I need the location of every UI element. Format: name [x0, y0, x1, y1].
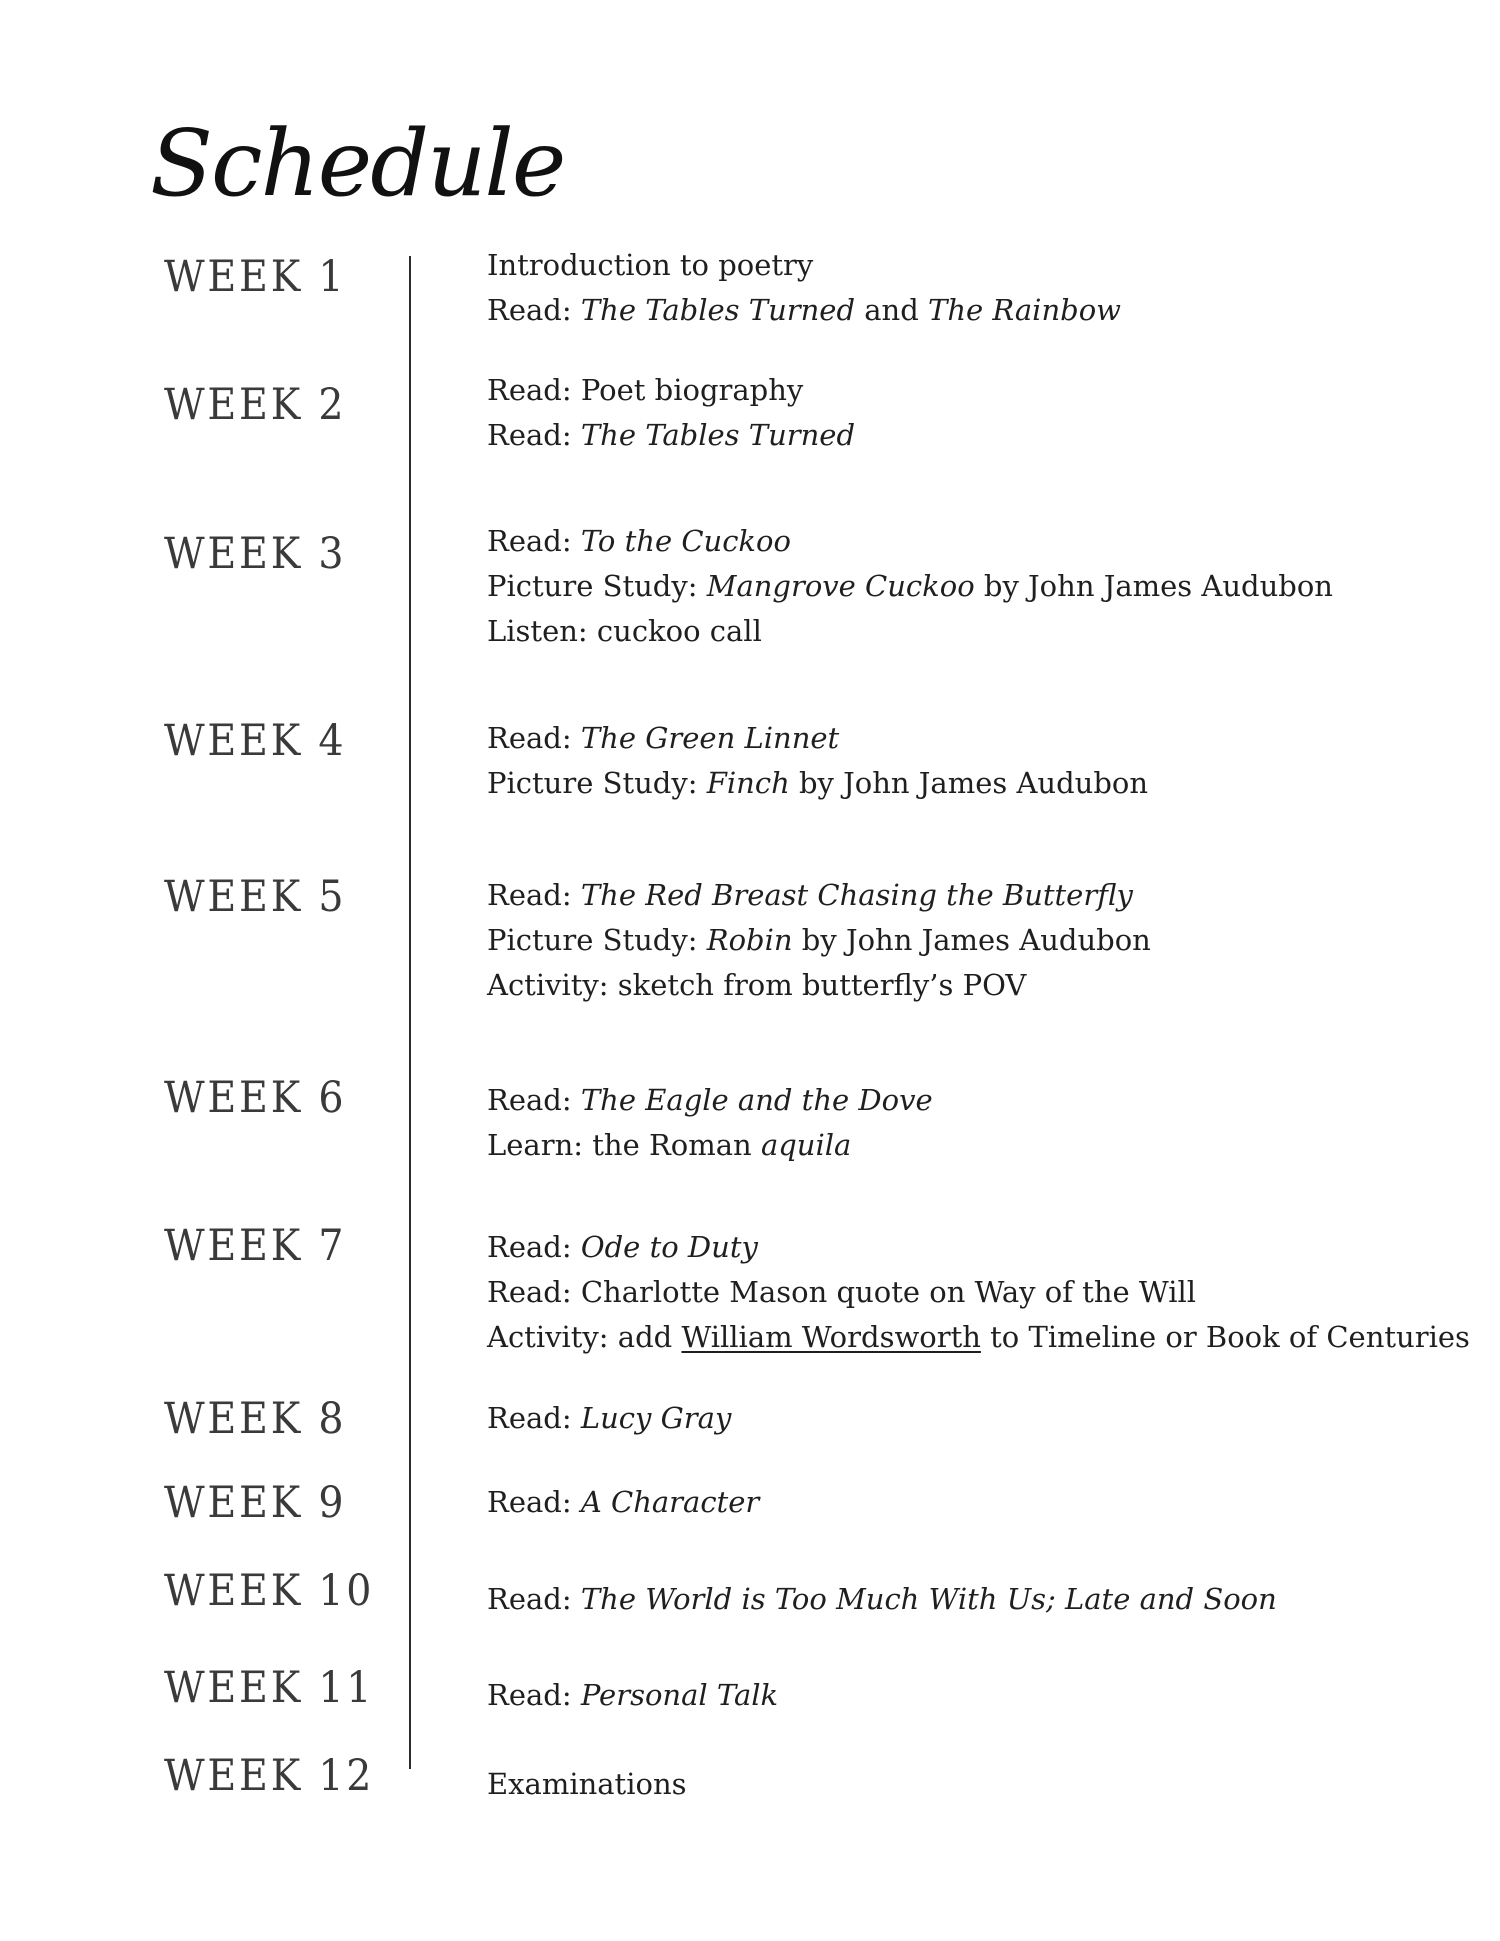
content-line	[487, 918, 1151, 963]
work-title: Personal Talk	[580, 1678, 779, 1712]
work-title: Ode to Duty	[580, 1230, 758, 1264]
work-title: Robin	[706, 923, 793, 957]
week-label: WEEK 11	[164, 1663, 375, 1713]
content-line	[487, 1577, 1277, 1622]
work-title: To the Cuckoo	[580, 524, 791, 558]
content-line	[487, 873, 1151, 918]
week-label: WEEK 6	[164, 1073, 347, 1123]
text-segment: Read:	[487, 524, 581, 558]
week-label: WEEK 7	[164, 1221, 347, 1271]
work-title: The Red Breast Chasing the Butterfly	[580, 878, 1133, 912]
text-segment: by John James Audubon	[974, 569, 1333, 603]
work-title: Finch	[706, 766, 790, 800]
work-title: The Tables Turned	[580, 293, 856, 327]
work-title: The Green Linnet	[580, 721, 840, 755]
content-line	[487, 1225, 1470, 1270]
text-segment: Read:	[487, 721, 581, 755]
content-line	[487, 288, 1121, 333]
week-label: WEEK 5	[164, 872, 347, 922]
work-title: The Tables Turned	[580, 418, 856, 452]
content-line	[487, 243, 1121, 288]
text-segment: Introduction to poetry	[487, 248, 814, 282]
text-segment: Read:	[487, 1401, 581, 1435]
week-content	[487, 1480, 759, 1525]
text-segment: Picture Study:	[487, 766, 707, 800]
content-line	[487, 564, 1333, 609]
content-line	[487, 413, 855, 458]
week-label: WEEK 12	[164, 1751, 375, 1801]
page-title: Schedule	[150, 110, 565, 217]
work-title: The Rainbow	[927, 293, 1121, 327]
text-segment: and	[855, 293, 928, 327]
content-line	[487, 761, 1148, 806]
text-segment: Activity: sketch from butterfly’s POV	[487, 968, 1027, 1002]
week-content	[487, 873, 1151, 1008]
text-segment: Read:	[487, 418, 581, 452]
work-title: The World is Too Much With Us; Late and Soon	[580, 1582, 1277, 1616]
week-label: WEEK 9	[164, 1478, 347, 1528]
week-label: WEEK 2	[164, 380, 347, 430]
content-line	[487, 963, 1151, 1008]
work-title: The Eagle and the Dove	[580, 1083, 933, 1117]
text-segment: Read:	[487, 293, 581, 327]
content-line	[487, 519, 1333, 564]
content-line	[487, 609, 1333, 654]
text-segment: Picture Study:	[487, 569, 707, 603]
link-text[interactable]: William Wordsworth	[681, 1320, 981, 1354]
work-title: A Character	[580, 1485, 760, 1519]
work-title: aquila	[760, 1128, 852, 1162]
content-line	[487, 1480, 759, 1525]
week-content	[487, 1225, 1470, 1360]
text-segment: Read:	[487, 878, 581, 912]
week-label: WEEK 3	[164, 529, 347, 579]
week-content	[487, 1577, 1277, 1622]
week-label: WEEK 1	[164, 252, 347, 302]
content-line	[487, 1123, 933, 1168]
text-segment: by John James Audubon	[792, 923, 1151, 957]
text-segment: Read: Charlotte Mason quote on Way of the Will	[487, 1275, 1197, 1309]
text-segment: Examinations	[487, 1767, 687, 1801]
text-segment: Read:	[487, 1485, 581, 1519]
week-label: WEEK 8	[164, 1394, 347, 1444]
content-line	[487, 1762, 687, 1807]
text-segment: Read:	[487, 1678, 581, 1712]
text-segment: to Timeline or Book of Centuries	[980, 1320, 1470, 1354]
text-segment: Read: Poet biography	[487, 373, 804, 407]
text-segment: Learn: the Roman	[487, 1128, 761, 1162]
text-segment: Read:	[487, 1083, 581, 1117]
week-content	[487, 1396, 731, 1441]
text-segment: Activity: add	[487, 1320, 682, 1354]
work-title: Lucy Gray	[580, 1401, 732, 1435]
content-line	[487, 1315, 1470, 1360]
content-line	[487, 1078, 933, 1123]
text-segment: Listen: cuckoo call	[487, 614, 762, 648]
week-content	[487, 243, 1121, 333]
week-content	[487, 1078, 933, 1168]
content-line	[487, 1396, 731, 1441]
week-label: WEEK 4	[164, 716, 347, 766]
text-segment: by John James Audubon	[789, 766, 1149, 800]
text-segment: Picture Study:	[487, 923, 707, 957]
work-title: Mangrove Cuckoo	[706, 569, 975, 603]
content-line	[487, 368, 855, 413]
week-content	[487, 1673, 778, 1718]
week-label: WEEK 10	[164, 1566, 375, 1616]
text-segment: Read:	[487, 1230, 581, 1264]
content-line	[487, 716, 1148, 761]
week-content	[487, 368, 855, 458]
week-content	[487, 1762, 687, 1807]
schedule-divider	[409, 256, 411, 1769]
text-segment: Read:	[487, 1582, 581, 1616]
week-content	[487, 716, 1148, 806]
content-line	[487, 1673, 778, 1718]
week-content	[487, 519, 1333, 654]
content-line	[487, 1270, 1470, 1315]
